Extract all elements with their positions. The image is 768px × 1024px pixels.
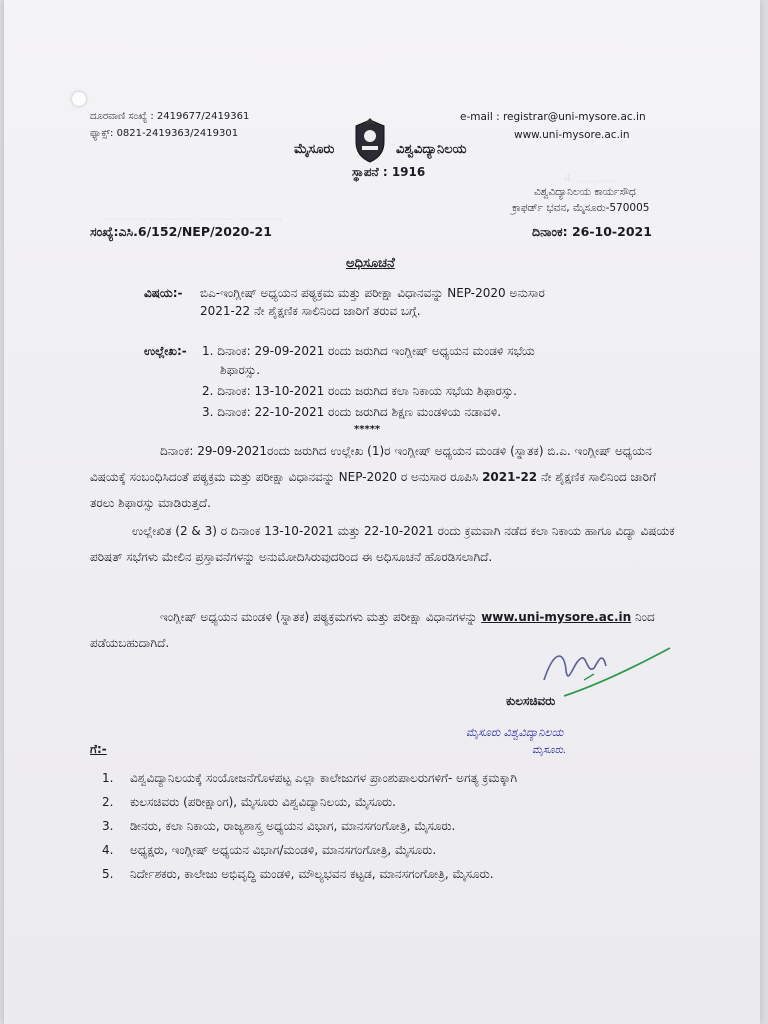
punch-hole <box>72 92 86 106</box>
fax-number: ಫ್ಯಾಕ್ಸ್: 0821-2419363/2419301 <box>90 128 239 139</box>
office-name: ವಿಶ್ವವಿದ್ಯಾನಿಲಯ ಕಾರ್ಯಸೌಧ <box>534 186 636 198</box>
website-address: www.uni-mysore.ac.in <box>514 129 630 141</box>
list-number: 4. <box>102 843 114 857</box>
email-address: e-mail : registrar@uni-mysore.ac.in <box>460 111 646 123</box>
copy-to-label: ಗೆ:- <box>90 742 107 756</box>
list-item <box>102 792 702 816</box>
official-stamp-line-1: ಮೈಸೂರು ವಿಶ್ವವಿದ್ಯಾನಿಲಯ <box>466 726 564 739</box>
reference-item-3: 3. ದಿನಾಂಕ: 22-10-2021 ರಂದು ಜರುಗಿದ ಶಿಕ್ಷಣ ಮಂಡಳಿಯ ನಡಾವಳಿ. <box>202 405 502 419</box>
paragraph-text: ನೇ ಶೈಕ್ಷಣಿಕ ಸಾಲಿನಿಂದ ಜಾರಿಗೆ ತರಲು ಶಿಫಾರಸ್ಸು ಮಾಡಿರುತ್ತದೆ. <box>90 470 657 510</box>
copy-to-list <box>102 768 702 888</box>
university-name-right: ವಿಶ್ವವಿದ್ಯಾನಿಲಯ <box>396 142 467 157</box>
phone-number: ದೂರವಾಣಿ ಸಂಖ್ಯೆ : 2419677/2419361 <box>90 111 250 122</box>
list-number: 5. <box>102 867 114 881</box>
list-item <box>102 840 702 864</box>
list-item <box>102 864 702 888</box>
academic-year: 2021-22 <box>482 470 538 484</box>
website-link[interactable]: www.uni-mysore.ac.in <box>481 610 632 624</box>
university-name-left: ಮೈಸೂರು <box>294 142 335 157</box>
paragraph-text: ದಿನಾಂಕ: 29-09-2021ರಂದು ಜರುಗಿದ ಉಲ್ಲೇಖ (1)ರ ಇಂಗ್ಲೀಷ್ ಅಧ್ಯಯನ ಮಂಡಳಿ (ಸ್ನಾತಕ) ಬಿ.ಎ. ಇಂಗ್ಲೀಷ್ ಅಧ್ಯಯನ ವಿಷಯಕ್ಕೆ ಸಂಬಂಧಿಸಿದಂತೆ ಪಠ್ಯಕ್ರಮ ಮತ್ತು ಪರೀಕ್ಷಾ ವಿಧಾನವನ್ನು NEP-2020 ರ ಅನುಸಾರ ರೂಪಿಸಿ <box>90 444 652 484</box>
subject-label: ವಿಷಯ:- <box>144 286 183 300</box>
separator: ***** <box>354 424 381 435</box>
list-number: 1. <box>102 771 114 785</box>
office-address: ಕ್ರಾಫರ್ಡ್ ಭವನ, ಮೈಸೂರು-570005 <box>512 202 650 214</box>
notification-title: ಅಧಿಸೂಚನೆ <box>346 256 395 271</box>
registrar-title: ಕುಲಸಚಿವರು <box>506 694 556 708</box>
body-paragraph-2: ಉಲ್ಲೇಖಿತ (2 & 3) ರ ದಿನಾಂಕ 13-10-2021 ಮತ್ತು 22-10-2021 ರಂದು ಕ್ರಮವಾಗಿ ನಡೆದ ಕಲಾ ನಿಕಾಯ ಹಾಗೂ ವಿದ್ಯಾ ವಿಷಯಕ ಪರಿಷತ್ ಸಭೆಗಳು ಮೇಲಿನ ಪ್ರಸ್ತಾವನೆಗಳನ್ನು ಅನುಮೋದಿಸಿರುವುದರಿಂದ ಈ ಅಧಿಸೂಚನೆ ಹೊರಡಿಸಲಾಗಿದೆ. <box>90 524 675 564</box>
paragraph-text: ಇಂಗ್ಲೀಷ್ ಅಧ್ಯಯನ ಮಂಡಳಿ (ಸ್ನಾತಕ) ಪಠ್ಯಕ್ರಮಗಳು ಮತ್ತು ಪರೀಕ್ಷಾ ವಿಧಾನಗಳನ್ನು <box>160 610 482 624</box>
university-crest-icon <box>350 118 390 164</box>
list-text: ಡೀನರು, ಕಲಾ ನಿಕಾಯ, ರಾಜ್ಯಶಾಸ್ತ್ರ ಅಧ್ಯಯನ ವಿಭಾಗ, ಮಾನಸಗಂಗೋತ್ರಿ, ಮೈಸೂರು. <box>130 819 456 833</box>
subject-line-1: ಬಿಎ-ಇಂಗ್ಲೀಷ್ ಅಧ್ಯಯನ ಪಠ್ಯಕ್ರಮ ಮತ್ತು ಪರೀಕ್ಷಾ ವಿಧಾನವನ್ನು NEP-2020 ಅನುಸಾರ <box>200 286 545 300</box>
reference-item-1: 1. ದಿನಾಂಕ: 29-09-2021 ರಂದು ಜರುಗಿದ ಇಂಗ್ಲೀಷ್ ಅಧ್ಯಯನ ಮಂಡಳಿ ಸಭೆಯ <box>202 344 535 358</box>
subject-line-2: 2021-22 ನೇ ಶೈಕ್ಷಣಿಕ ಸಾಲಿನಿಂದ ಜಾರಿಗೆ ತರುವ ಬಗ್ಗೆ. <box>200 304 421 318</box>
list-text: ಕುಲಸಚಿವರು (ಪರೀಕ್ಷಾಂಗ), ಮೈಸೂರು ವಿಶ್ವವಿದ್ಯಾನಿಲಯ, ಮೈಸೂರು. <box>130 795 396 809</box>
reference-item-2: 2. ದಿನಾಂಕ: 13-10-2021 ರಂದು ಜರುಗಿದ ಕಲಾ ನಿಕಾಯ ಸಭೆಯ ಶಿಫಾರಸ್ಸು. <box>202 384 517 398</box>
list-item <box>102 816 702 840</box>
list-text: ಅಧ್ಯಕ್ಷರು, ಇಂಗ್ಲೀಷ್ ಅಧ್ಯಯನ ವಿಭಾಗ/ಮಂಡಳಿ, ಮಾನಸಗಂಗೋತ್ರಿ, ಮೈಸೂರು. <box>130 843 437 857</box>
reference-item-1-cont: ಶಿಫಾರಸ್ಸು. <box>220 363 261 377</box>
document-page <box>4 0 760 1024</box>
list-item <box>102 768 702 792</box>
paragraph-text: ನಿಂದ ಪಡೆಯಬಹುದಾಗಿದೆ. <box>90 610 655 650</box>
list-number: 2. <box>102 795 114 809</box>
reference-number: ಸಂಖ್ಯೆ:ಎಸಿ.6/152/NEP/2020-21 <box>90 224 272 239</box>
bleed-through-text: 4. ............ <box>564 172 620 185</box>
university-header <box>294 118 504 164</box>
list-number: 3. <box>102 819 114 833</box>
body-paragraph-1 <box>90 438 680 516</box>
list-text: ವಿಶ್ವವಿದ್ಯಾನಿಲಯಕ್ಕೆ ಸಂಯೋಜನೆಗೊಳಪಟ್ಟ ಎಲ್ಲಾ ಕಾಲೇಜುಗಳ ಪ್ರಾಂಶುಪಾಲರುಗಳಿಗೆ- ಅಗತ್ಯ ಕ್ರಮಕ್ಕಾಗಿ <box>130 771 518 785</box>
list-text: ನಿರ್ದೇಶಕರು, ಕಾಲೇಜು ಅಭಿವೃದ್ಧಿ ಮಂಡಳಿ, ಮೌಲ್ಯಭವನ ಕಟ್ಟಡ, ಮಾನಸಗಂಗೋತ್ರಿ, ಮೈಸೂರು. <box>130 867 494 881</box>
bleed-through-text: ............ ............ ............ ............ <box>104 210 283 223</box>
established-year: ಸ್ಥಾಪನೆ : 1916 <box>352 165 426 179</box>
document-date: ದಿನಾಂಕ: 26-10-2021 <box>532 224 652 239</box>
official-stamp-line-2: ಮೈಸೂರು. <box>532 745 567 756</box>
references-label: ಉಲ್ಲೇಖ:- <box>144 344 187 358</box>
